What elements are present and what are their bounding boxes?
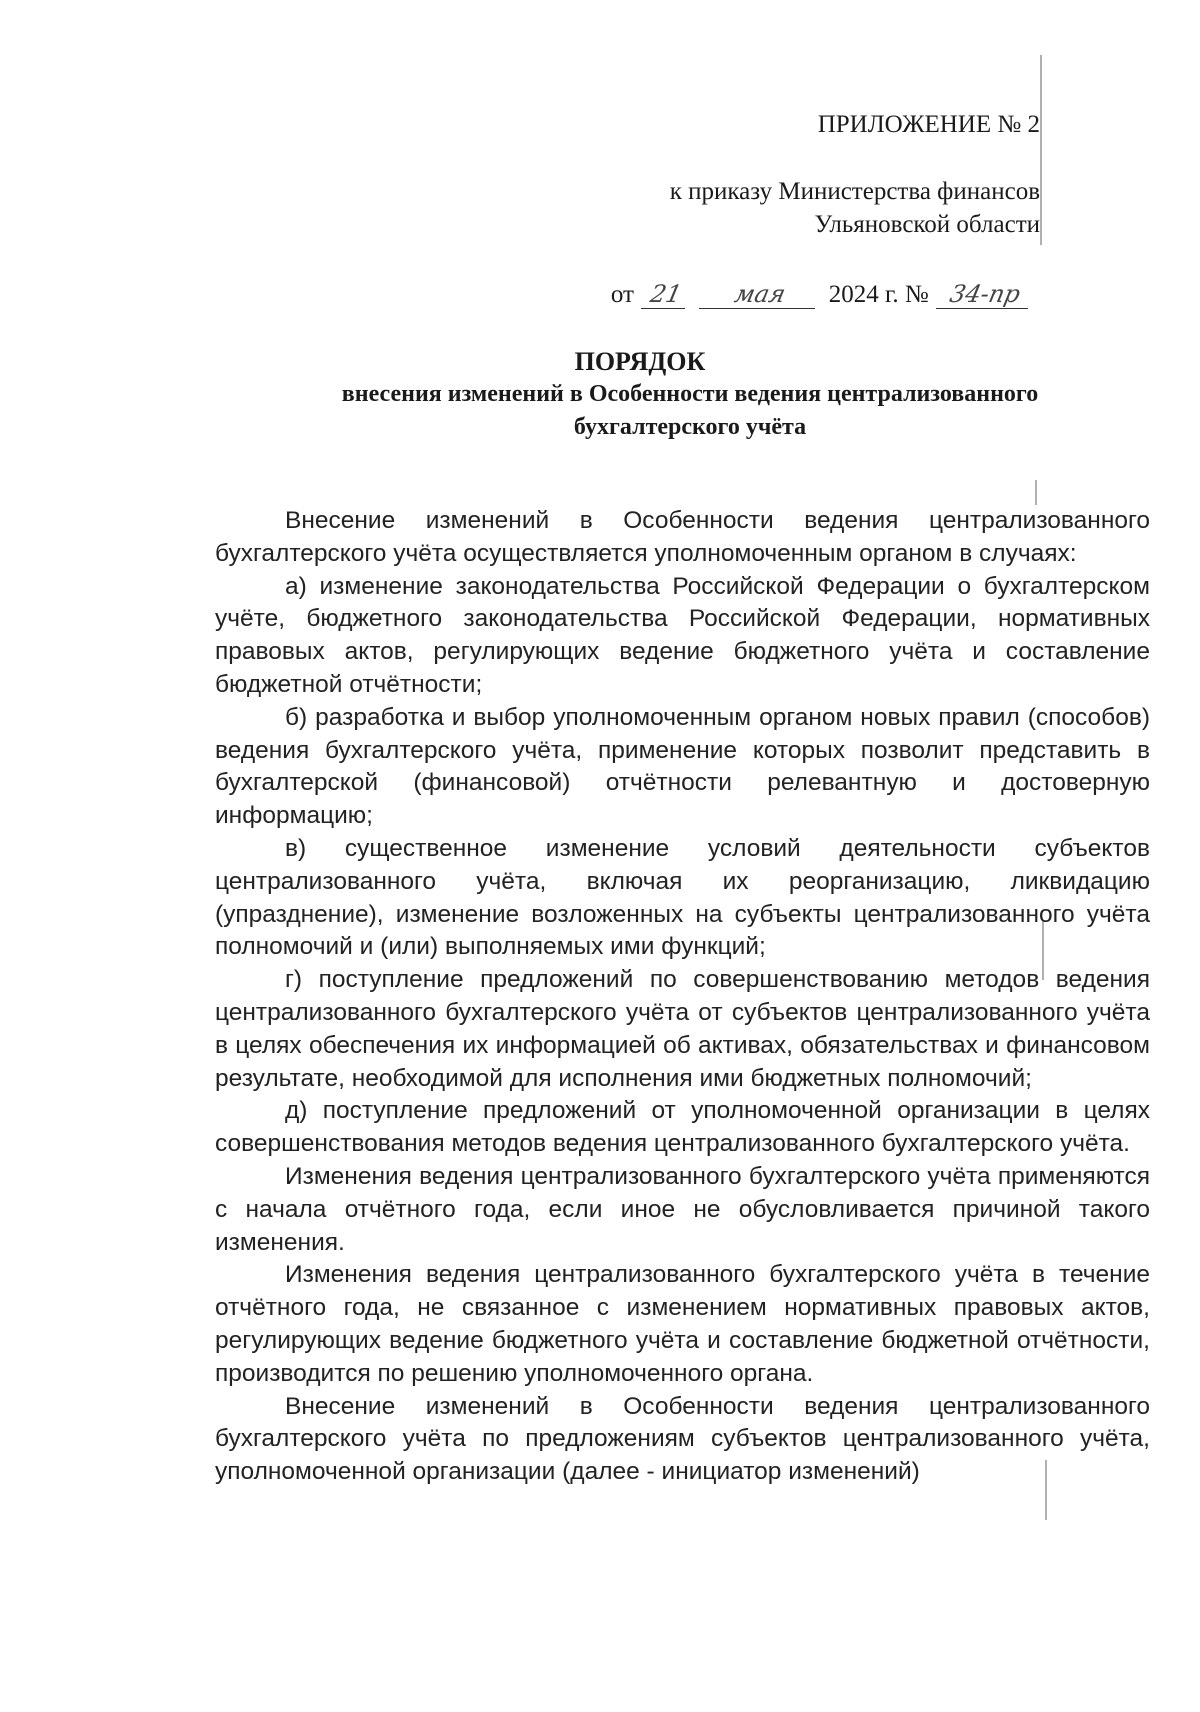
order-reference-line1: к приказу Министерства финансов — [669, 178, 1040, 205]
subtitle-line1: внесения изменений в Особенности ведения централизованного — [341, 381, 1039, 407]
paragraph-item-v: в) существенное изменение условий деятельности субъектов централизованного учёта, включая их реорганизацию, ликвидацию (упразднение), изменение возложенных на субъекты централизованного учёта полномочий и (или) выполняемых ими функций; — [215, 834, 1150, 961]
paragraph-midyear-changes: Изменения ведения централизованного бухгалтерского учёта в течение отчётного года, не связанное с изменением нормативных правовых актов, регулирующих ведение бюджетного учёта и составление бюджетной отчётности, производится по решению уполномоченного органа. — [215, 1261, 1150, 1387]
date-prefix: от — [610, 281, 634, 308]
document-body — [215, 505, 1150, 1489]
handwritten-month: мая — [699, 280, 821, 309]
subtitle-line2: бухгалтерского учёта — [573, 414, 807, 440]
appendix-label: ПРИЛОЖЕНИЕ № 2 — [817, 111, 1040, 138]
paragraph-application-start: Изменения ведения централизованного бухгалтерского учёта применяются с начала отчётного года, если иное не обусловливается причиной такого изменения. — [215, 1162, 1150, 1256]
handwritten-order-number: 34-пр — [936, 280, 1034, 309]
scan-artifact-line — [1035, 480, 1037, 505]
document-title: ПОРЯДОК — [574, 347, 706, 376]
handwritten-day: 21 — [641, 280, 691, 309]
order-reference — [670, 175, 1040, 241]
paragraph-item-a: а) изменение законодательства Российской Федерации о бухгалтерском учёте, бюджетного законодательства Российской Федерации, нормативных правовых актов, регулирующих ведение бюджетного учёта и составление бюджетной отчётности; — [215, 572, 1150, 698]
date-year: 2024 г. № — [828, 281, 929, 308]
paragraph-initiator: Внесение изменений в Особенности ведения централизованного бухгалтерского учёта по предложениям субъектов централизованного учёта, уполномоченной организации (далее - инициатор изменений) — [215, 1392, 1150, 1486]
order-date-line — [611, 278, 1035, 311]
paragraph-item-b: б) разработка и выбор уполномоченным органом новых правил (способов) ведения бухгалтерского учёта, применение которых позволит представить в бухгалтерской (финансовой) отчётности релевантную и достоверную информацию; — [215, 703, 1150, 830]
paragraph-item-d: д) поступление предложений от уполномоченной организации в целях совершенствования методов ведения централизованного бухгалтерского учёта. — [215, 1097, 1150, 1158]
document-subtitle — [250, 378, 1130, 444]
paragraph-item-g: г) поступление предложений по совершенствованию методов ведения централизованного бухгалтерского учёта от субъектов централизованного учёта в целях обеспечения их информацией об активах, обязательствах и финансовом результате, необходимой для исполнения ими бюджетных полномочий; — [215, 966, 1150, 1092]
scan-artifact-line — [1040, 55, 1042, 245]
order-reference-line2: Ульяновской области — [814, 211, 1040, 238]
paragraph-intro: Внесение изменений в Особенности ведения централизованного бухгалтерского учёта осуществляется уполномоченным органом в случаях: — [215, 507, 1150, 567]
